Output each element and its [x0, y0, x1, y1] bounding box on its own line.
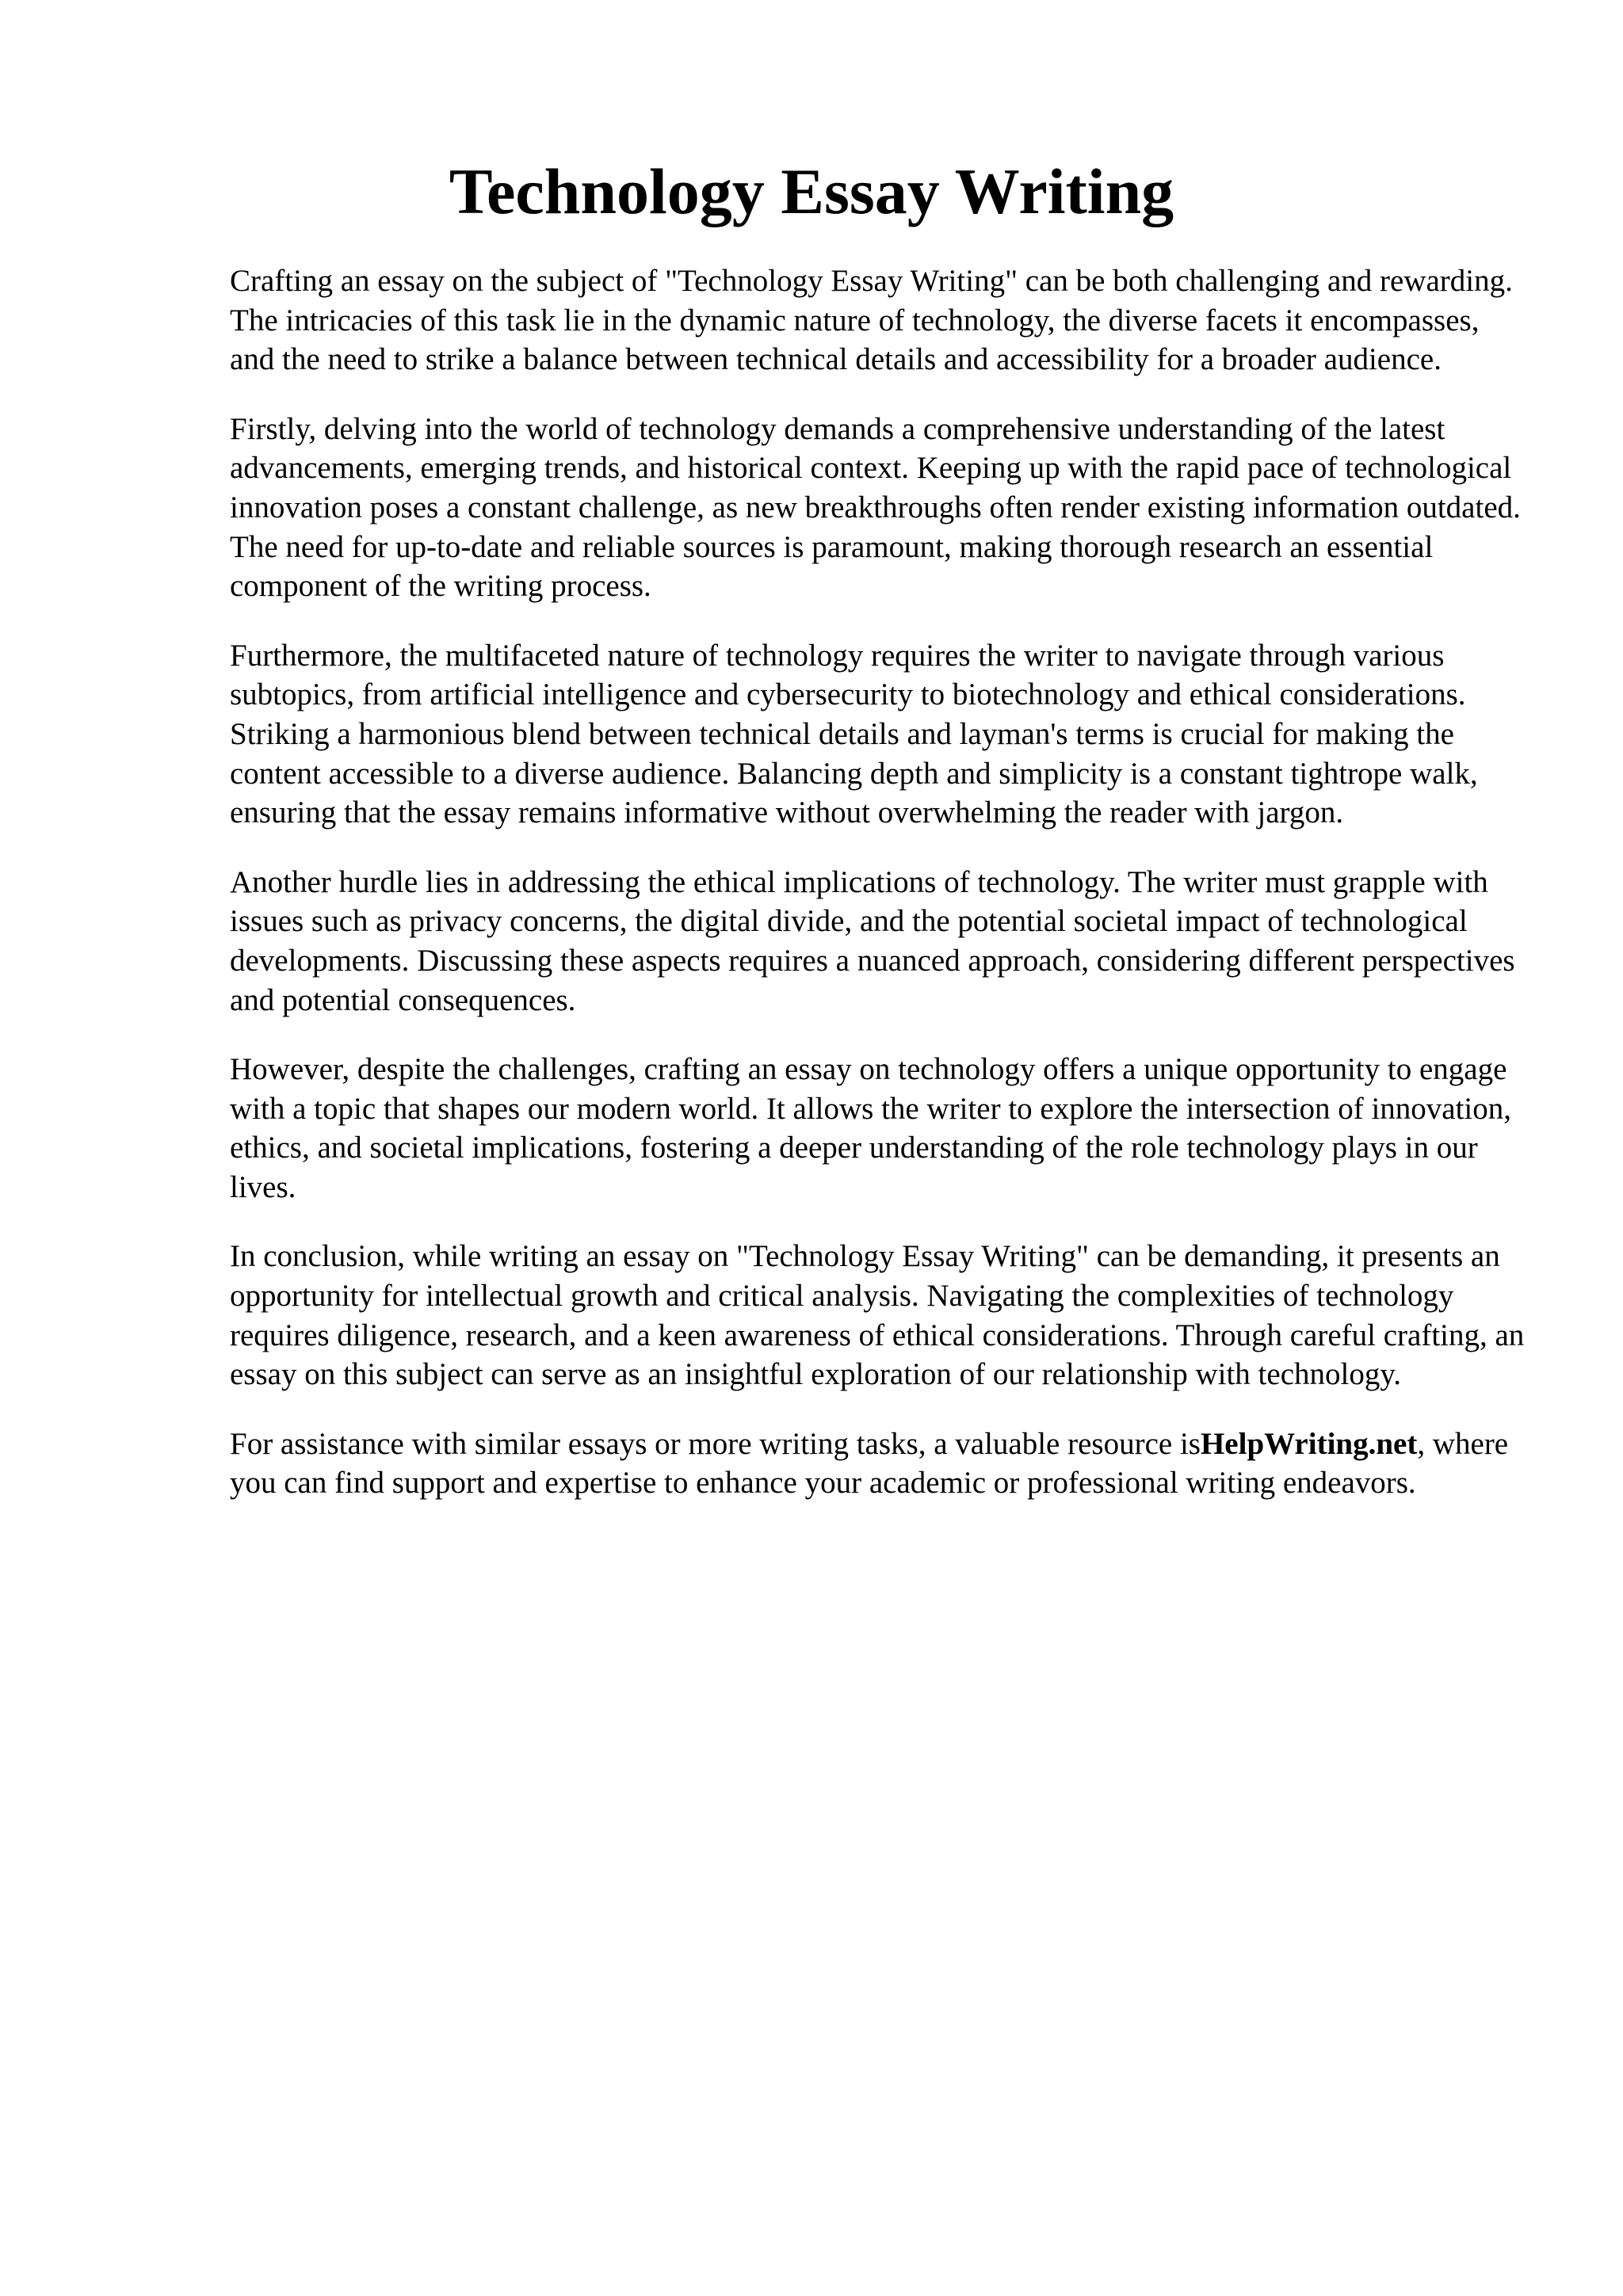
paragraph-furthermore: Furthermore, the multifaceted nature of technology requires the writer to navigate through various subtopics, from artificial intelligence and cybersecurity to biotechnology and ethical considerations. Striking a harmonious blend between technical details and layman's terms is crucial for making the content accessible to a diverse audience. Balancing depth and simplicity is a constant tightrope walk, ensuring that the essay remains informative without overwhelming the reader with jargon.	[230, 638, 1478, 830]
paragraph-closing	[230, 1425, 1529, 1503]
helpwriting-link[interactable]: HelpWriting.net	[1200, 1426, 1418, 1461]
document-body	[230, 261, 1529, 1533]
document-title: Technology Essay Writing	[449, 155, 1174, 227]
closing-text-after: , where you can find support and expertise to enhance your academic or professional writing endeavors.	[230, 1426, 1509, 1501]
paragraph-intro: Crafting an essay on the subject of "Technology Essay Writing" can be both challenging and rewarding. The intricacies of this task lie in the dynamic nature of technology, the diverse facets it encompasses, and the need to strike a balance between technical details and accessibility for a broader audience.	[230, 264, 1513, 377]
paragraph-conclusion: In conclusion, while writing an essay on "Technology Essay Writing" can be demanding, it presents an opportunity for intellectual growth and critical analysis. Navigating the complexities of technology requires diligence, research, and a keen awareness of ethical considerations. Through careful crafting, an essay on this subject can serve as an insightful exploration of our relationship with technology.	[230, 1239, 1525, 1392]
closing-text-before: For assistance with similar essays or more writing tasks, a valuable resource is	[230, 1426, 1201, 1461]
paragraph-ethical-hurdle: Another hurdle lies in addressing the ethical implications of technology. The writer must grapple with issues such as privacy concerns, the digital divide, and the potential societal impact of technological developments. Discussing these aspects requires a nuanced approach, considering different perspectives and potential consequences.	[230, 864, 1515, 1017]
paragraph-however: However, despite the challenges, crafting an essay on technology offers a unique opportunity to engage with a topic that shapes our modern world. It allows the writer to explore the intersection of innovation, ethics, and societal implications, fostering a deeper understanding of the role technology plays in our lives.	[230, 1052, 1512, 1204]
paragraph-firstly: Firstly, delving into the world of technology demands a comprehensive understanding of the latest advancements, emerging trends, and historical context. Keeping up with the rapid pace of technological innovation poses a constant challenge, as new breakthroughs often render existing information outdated. The need for up-to-date and reliable sources is paramount, making thorough research an essential component of the writing process.	[230, 411, 1521, 604]
